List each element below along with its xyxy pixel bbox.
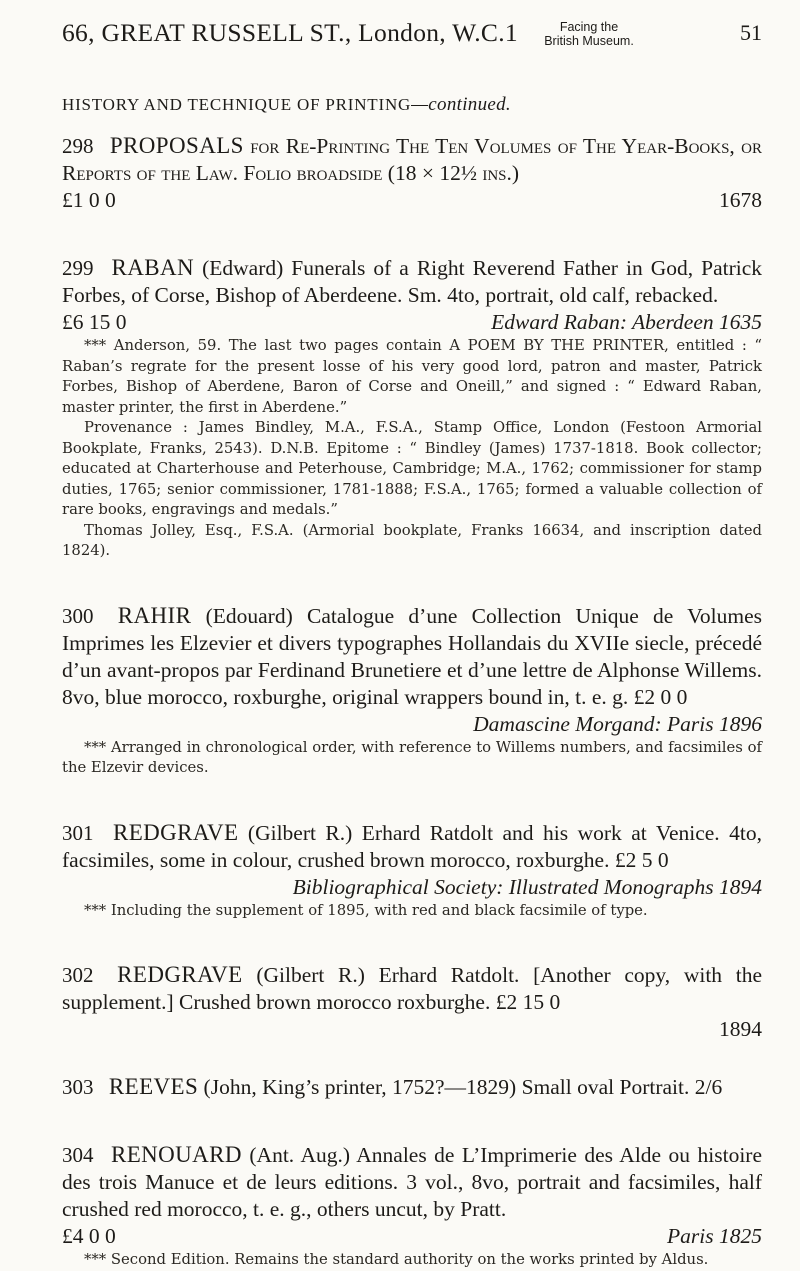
entry-description: (Ant. Aug.) Annales de L’Imprimerie des Alde ou histoire des trois Manuce et de leurs editions. 3 vol., 8vo, portrait and facsimiles, half crushed red morocco, t. e. g., others uncut, by Pratt. xyxy=(62,1143,762,1221)
address-heading: 66, GREAT RUSSELL ST., London, W.C.1 xyxy=(62,18,518,47)
catalogue-entry-298 xyxy=(62,132,762,214)
catalogue-entry-303 xyxy=(62,1073,762,1101)
entry-price: £2 0 0 xyxy=(633,684,688,709)
entry-title: PROPOSALS xyxy=(109,133,244,158)
entry-name: RAHIR xyxy=(117,602,192,628)
price-line xyxy=(62,309,762,336)
entry-text xyxy=(62,132,762,187)
entry-number: 299 xyxy=(62,256,94,280)
entry-description: (Gilbert R.) Erhard Ratdolt and his work at Venice. 4to, facsimiles, some in colour, crushed brown morocco, roxburghe. xyxy=(62,820,762,872)
catalogue-entry-304 xyxy=(62,1141,762,1271)
catalogue-entry-302 xyxy=(62,961,762,1043)
catalogue-entry-299 xyxy=(62,254,762,562)
entry-price: £6 15 0 xyxy=(62,310,127,334)
entry-text xyxy=(62,602,762,711)
entry-description: (Edward) Funerals of a Right Reverend Father in God, Patrick Forbes, of Corse, Bishop of Aberdeene. Sm. 4to, portrait, old calf, rebacked. xyxy=(62,256,763,307)
section-continued: —continued. xyxy=(411,94,511,115)
entry-name: RENOUARD xyxy=(110,1142,242,1167)
entry-description: (Gilbert R.) Erhard Ratdolt. [Another copy, with the supplement.] Crushed brown morocco roxburghe. xyxy=(62,963,762,1014)
page-number: 51 xyxy=(740,20,762,45)
entry-imprint: Paris 1825 xyxy=(667,1224,762,1248)
catalogue-entry-301 xyxy=(62,819,762,922)
entry-number: 302 xyxy=(62,963,94,987)
entry-text xyxy=(62,819,762,874)
entry-number: 298 xyxy=(62,134,94,158)
entry-text xyxy=(62,1073,762,1101)
entry-price: £2 15 0 xyxy=(495,990,561,1014)
entry-provenance-2: Thomas Jolley, Esq., F.S.A. (Armorial bookplate, Franks 16634, and inscription dated 1824). xyxy=(62,521,762,559)
entry-note: *** Second Edition. Remains the standard authority on the works printed by Aldus. xyxy=(84,1251,709,1268)
facing-line-2: British Museum. xyxy=(544,34,634,48)
entry-date: 1894 xyxy=(719,1017,762,1041)
entry-name: REDGRAVE xyxy=(117,962,243,987)
catalogue-entry-300 xyxy=(62,602,762,779)
page-header xyxy=(62,18,762,72)
entry-note: *** Anderson, 59. The last two pages contain A POEM BY THE PRINTER, entitled : “ Raban’s regrate for the present losse of his very good lord, patron and master, Patrick Forbes, Bishop of Aberdene, Baron of Corse and Oneill,” and signed : “ Edward Raban, master printer, the first in Aberdene.” xyxy=(62,337,762,416)
entry-price: £2 5 0 xyxy=(614,847,669,872)
price-line xyxy=(62,187,762,214)
entry-note: *** Including the supplement of 1895, with red and black facsimile of type. xyxy=(84,901,648,919)
entry-name: REDGRAVE xyxy=(112,819,239,845)
entry-description: (John, King’s printer, 1752?—1829) Small oval Portrait. 2/6 xyxy=(203,1075,723,1099)
entry-name: REEVES xyxy=(108,1074,199,1099)
entry-price: £4 0 0 xyxy=(62,1224,116,1248)
entry-imprint: Edward Raban: Aberdeen 1635 xyxy=(491,310,762,334)
entry-text xyxy=(62,1141,762,1223)
facing-note xyxy=(533,20,645,48)
entry-number: 300 xyxy=(62,603,94,628)
section-title: HISTORY AND TECHNIQUE OF PRINTING xyxy=(62,95,412,114)
entry-description: for Re-Printing The Ten Volumes of The Year-Books, or Reports of the Law. Folio broadside (18 × 12½ ins.) xyxy=(62,134,762,185)
entry-name: RABAN xyxy=(111,255,195,280)
entry-number: 303 xyxy=(62,1075,94,1099)
entry-imprint: Bibliographical Society: Illustrated Monographs 1894 xyxy=(292,874,762,899)
price-line xyxy=(62,1223,762,1250)
entry-date: 1678 xyxy=(719,188,762,212)
catalogue-page xyxy=(62,18,762,1271)
entry-provenance: Provenance : James Bindley, M.A., F.S.A., Stamp Office, London (Festoon Armorial Bookplate, Franks, 2543). D.N.B. Epitome : “ Bindley (James) 1737-1818. Book collector; educated at Charterhouse and Peterhouse, Cambridge; M.A., 1762; commissioner for stamp duties, 1765; senior commissioner, 1781-1888; F.S.A., 1765; formed a valuable collection of rare books, engravings and medals.” xyxy=(62,419,762,518)
entry-number: 304 xyxy=(62,1143,94,1167)
section-heading xyxy=(62,94,762,122)
entry-imprint: Damascine Morgand: Paris 1896 xyxy=(473,711,762,736)
entry-note: *** Arranged in chronological order, with reference to Willems numbers, and facsimiles of the Elzevir devices. xyxy=(62,738,762,776)
entry-text xyxy=(62,961,762,1016)
facing-line-1: Facing the xyxy=(559,20,619,34)
entry-number: 301 xyxy=(62,820,94,845)
entry-price: £1 0 0 xyxy=(62,188,116,212)
entry-text xyxy=(62,254,762,309)
entry-description: (Edouard) Catalogue d’une Collection Unique de Volumes Imprimes les Elzevier et divers typographes Hollandais du XVIIe siecle, précedé d’un avant-propos par Ferdinand Brunetiere et d’une lettre de Alphonse Willems. 8vo, blue morocco, roxburghe, original wrappers bound in, t. e. g. xyxy=(62,603,763,709)
